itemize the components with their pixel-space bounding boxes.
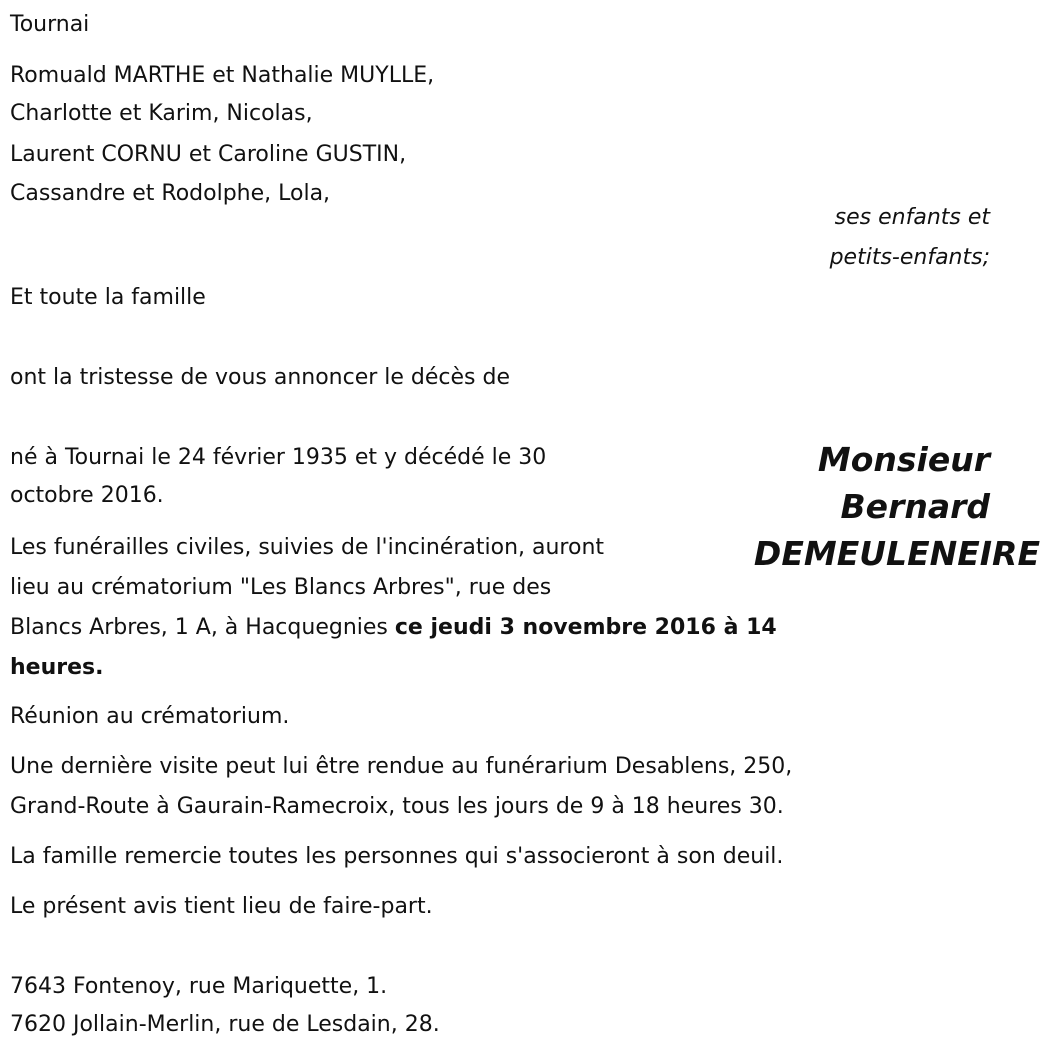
birth-line: né à Tournai le 24 février 1935 et y décédé le 30	[10, 445, 547, 470]
location: Tournai	[10, 12, 90, 37]
deceased-last-name: DEMEULENEIRE	[753, 534, 1040, 573]
address: 7620 Jollain-Merlin, rue de Lesdain, 28.	[10, 1012, 440, 1037]
funeral-line: lieu au crématorium "Les Blancs Arbres", rue des	[10, 575, 552, 600]
announcement: ont la tristesse de vous annoncer le décès de	[10, 365, 511, 390]
visit-line: Grand-Route à Gaurain-Ramecroix, tous les jours de 9 à 18 heures 30.	[10, 794, 784, 819]
meeting: Réunion au crématorium.	[10, 704, 290, 729]
funeral-time: heures.	[10, 655, 104, 680]
family-role: petits-enfants;	[829, 245, 990, 270]
deceased-title: Monsieur	[817, 440, 990, 479]
deceased-name	[754, 436, 1040, 577]
family-line: Romuald MARTHE et Nathalie MUYLLE,	[10, 63, 435, 88]
family-role: ses enfants et	[834, 205, 990, 230]
family-line: Laurent CORNU et Caroline GUSTIN,	[10, 142, 407, 167]
visit-line: Une dernière visite peut lui être rendue au funérarium Desablens, 250,	[10, 754, 793, 779]
family-line: Charlotte et Karim, Nicolas,	[10, 101, 313, 126]
funeral-line	[10, 613, 777, 643]
funeral-date: ce jeudi 3 novembre 2016 à 14	[394, 615, 777, 640]
deceased-first-name: Bernard	[840, 487, 990, 526]
address: 7643 Fontenoy, rue Mariquette, 1.	[10, 974, 388, 999]
funeral-place: Blancs Arbres, 1 A, à Hacquegnies	[10, 615, 395, 640]
birth-line: octobre 2016.	[10, 483, 164, 508]
family-line: Cassandre et Rodolphe, Lola,	[10, 181, 331, 206]
whole-family: Et toute la famille	[10, 285, 206, 310]
funeral-line: Les funérailles civiles, suivies de l'incinération, auront	[10, 535, 605, 560]
notice: Le présent avis tient lieu de faire-part.	[10, 894, 433, 919]
thanks: La famille remercie toutes les personnes qui s'associeront à son deuil.	[10, 844, 784, 869]
